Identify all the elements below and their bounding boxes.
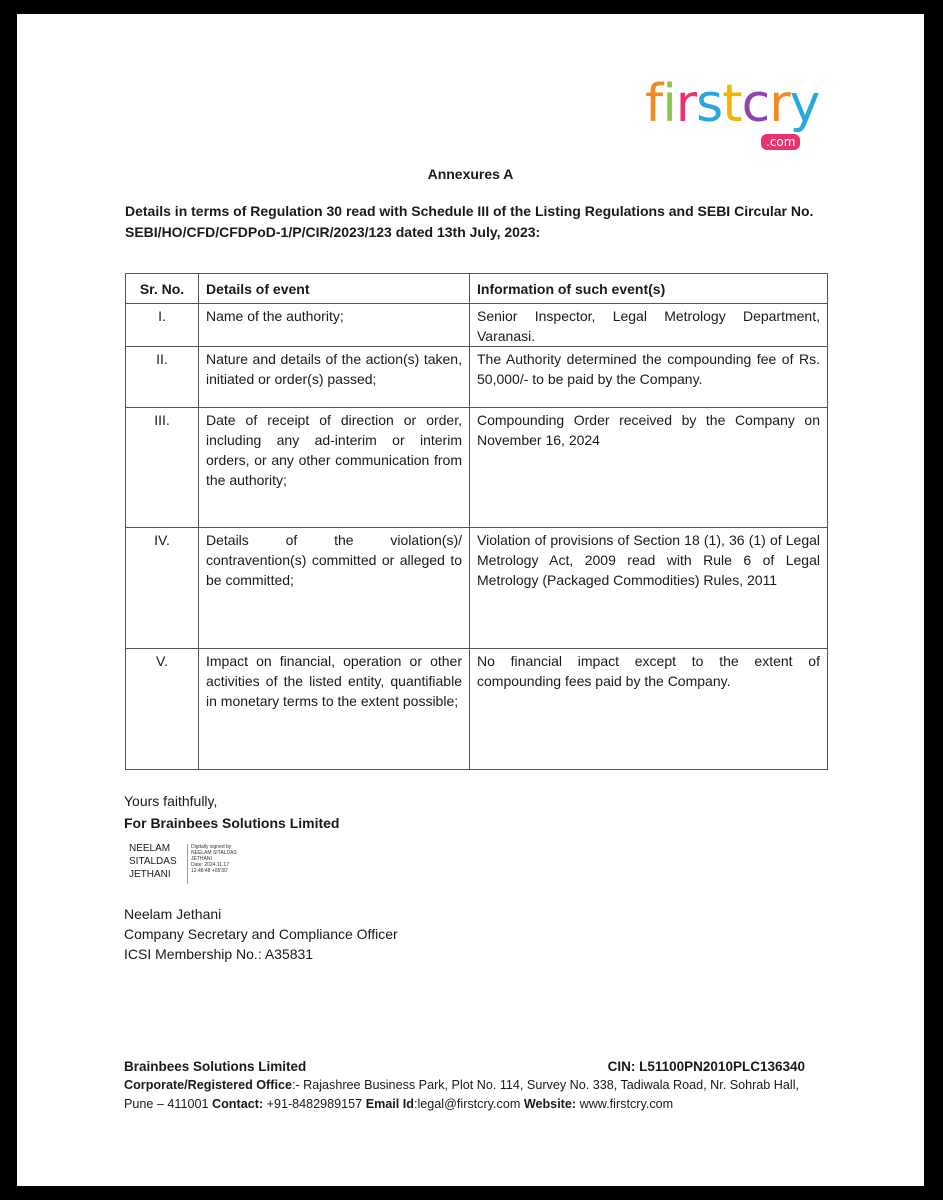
row-sr: II. xyxy=(126,347,199,408)
row-info: Compounding Order received by the Company on November 16, 2024 xyxy=(470,408,828,528)
row-info: No financial impact except to the extent of compounding fees paid by the Company. xyxy=(470,649,828,770)
contact-label: Contact: xyxy=(212,1097,264,1111)
salutation: Yours faithfully, xyxy=(124,793,218,809)
logo-letter: r xyxy=(675,74,697,134)
table-row xyxy=(126,649,828,770)
logo-letter: y xyxy=(789,74,820,134)
table-row xyxy=(126,408,828,528)
row-sr: III. xyxy=(126,408,199,528)
signature-name xyxy=(129,842,177,881)
signature-name-line: SITALDAS xyxy=(129,856,177,867)
table-row xyxy=(126,347,828,408)
footer xyxy=(124,1057,829,1114)
header-details: Details of event xyxy=(199,274,470,304)
closing-block xyxy=(124,790,339,834)
signing-company: For Brainbees Solutions Limited xyxy=(124,815,340,831)
officer-name: Neelam Jethani xyxy=(124,906,222,922)
row-info: The Authority determined the compounding fee of Rs. 50,000/- to be paid by the Company. xyxy=(470,347,828,408)
signature-meta xyxy=(191,844,261,874)
footer-cin: CIN: L51100PN2010PLC136340 xyxy=(607,1059,805,1074)
table-row xyxy=(126,528,828,649)
email-label: Email Id xyxy=(365,1097,414,1111)
signature-meta-line: 12:48:48 +05'30' xyxy=(191,868,228,874)
logo-letter: c xyxy=(741,74,770,134)
logo-letter: i xyxy=(662,74,676,134)
footer-address xyxy=(124,1076,829,1114)
digital-signature xyxy=(129,842,259,890)
row-details: Details of the violation(s)/ contravention(s) committed or alleged to be committed; xyxy=(199,528,470,649)
row-sr: I. xyxy=(126,304,199,347)
website-value: www.firstcry.com xyxy=(576,1097,674,1111)
row-details: Impact on financial, operation or other activities of the listed entity, quantifiable in monetary terms to the extent possible; xyxy=(199,649,470,770)
signature-meta-line: Date: 2024.11.17 xyxy=(191,862,229,868)
table-header-row xyxy=(126,274,828,304)
row-sr: V. xyxy=(126,649,199,770)
officer-membership: ICSI Membership No.: A35831 xyxy=(124,946,314,962)
website-label: Website: xyxy=(523,1097,577,1111)
signature-name-line: JETHANI xyxy=(129,869,171,880)
row-info: Senior Inspector, Legal Metrology Department, Varanasi. xyxy=(470,304,828,347)
signature-meta-line: JETHANI xyxy=(191,856,212,862)
footer-company: Brainbees Solutions Limited xyxy=(124,1059,307,1074)
office-text: :- Rajashree Business Park, Plot No. 114, Survey No. 338, Tadiwala Road, Nr. Sohrab Hall, Pune – 411001 xyxy=(124,1078,800,1111)
logo-dotcom-badge: .com xyxy=(761,134,800,150)
logo-letter: f xyxy=(645,74,663,134)
logo-letter: t xyxy=(722,74,742,134)
signature-divider xyxy=(187,844,188,884)
footer-header-row xyxy=(124,1057,829,1076)
annexure-title: Annexures A xyxy=(427,166,514,182)
row-details: Nature and details of the action(s) taken, initiated or order(s) passed; xyxy=(199,347,470,408)
office-label: Corporate/Registered Office xyxy=(124,1078,292,1092)
contact-value: +91-8482989157 xyxy=(263,1097,366,1111)
row-details: Name of the authority; xyxy=(199,304,470,347)
logo-letter: s xyxy=(696,74,723,134)
signature-name-line: NEELAM xyxy=(129,843,171,854)
row-sr: IV. xyxy=(126,528,199,649)
events-table xyxy=(125,273,828,770)
officer-role: Company Secretary and Compliance Officer xyxy=(124,926,398,942)
row-details: Date of receipt of direction or order, including any ad-interim or interim orders, or any other communication from the authority; xyxy=(199,408,470,528)
document-page xyxy=(17,14,924,1186)
firstcry-logo xyxy=(625,70,835,170)
signature-meta-line: Digitally signed by xyxy=(191,844,232,850)
logo-wordmark xyxy=(645,74,819,134)
logo-letter: r xyxy=(769,74,790,134)
header-sr-no: Sr. No. xyxy=(126,274,199,304)
row-info: Violation of provisions of Section 18 (1), 36 (1) of Legal Metrology Act, 2009 read with Rule 6 of Legal Metrology (Packaged Commodities) Rules, 2011 xyxy=(470,528,828,649)
table-row xyxy=(126,304,828,347)
email-value: :legal@firstcry.com xyxy=(414,1097,524,1111)
officer-block xyxy=(124,904,398,964)
header-information: Information of such event(s) xyxy=(470,274,828,304)
signature-meta-line: NEELAM SITALDAS xyxy=(191,850,237,856)
intro-paragraph: Details in terms of Regulation 30 read with Schedule III of the Listing Regulations and SEBI Circular No. SEBI/HO/CFD/CFDPoD-1/P/CIR/2023/123 dated 13th July, 2023: xyxy=(125,203,814,240)
